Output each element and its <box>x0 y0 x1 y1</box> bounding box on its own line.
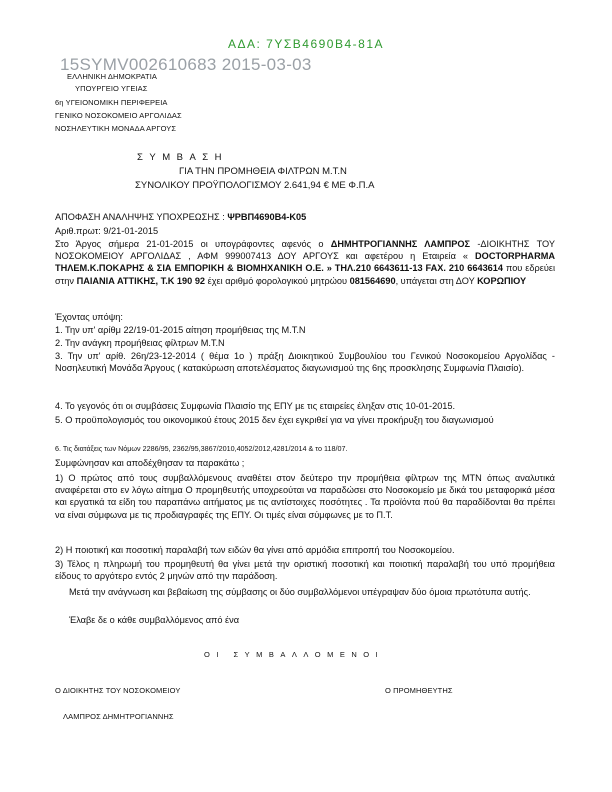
director-name: ΔΗΜΗΤΡΟΓΙΑΝΝΗΣ ΛΑΜΠΡΟΣ <box>330 239 471 249</box>
considering-item-5: 5. Ο προϋπολογισμός του οικονομικού έτους 2015 δεν έχει εγκριθεί για να γίνει προκήρυξη του διαγωνισμού <box>55 415 494 425</box>
intro-text: -ΔΙΟΙΚΗΤΗΣ ΤΟΥ ΝΟΣΟΚΟΜΕΙΟΥ ΑΡΓΟΛΙΔΑΣ , ΑΦΜ 999007413 ΔΟΥ ΑΡΓΟΥΣ και αφετέρου η Εταιρεία « <box>55 239 555 262</box>
contract-parties-paragraph <box>55 238 555 287</box>
supplier-company: DOCTORPHARMA ΤΗΛΕΜ.Κ.ΠΟΚΑΡΗΣ & ΣΙΑ ΕΜΠΟΡΙΚΗ & ΒΙΟΜΗΧΑΝΙΚΗ Ο.Ε. » ΤΗΛ.210 6643611-13 FAX. 210 6643614 <box>55 251 555 274</box>
intro-text: Στο Άργος σήμερα 21-01-2015 οι υπογράφοντες αφενός ο <box>55 239 331 249</box>
header-hospital: ΓΕΝΙΚΟ ΝΟΣΟΚΟΜΕΙΟ ΑΡΓΟΛΙΔΑΣ <box>55 111 182 120</box>
signature-director-title: Ο ΔΙΟΙΚΗΤΗΣ ΤΟΥ ΝΟΣΟΚΟΜΕΙΟΥ <box>55 686 181 695</box>
header-nursing-unit: ΝΟΣΗΛΕΥΤΙΚΗ ΜΟΝΑΔΑ ΑΡΓΟΥΣ <box>55 124 177 133</box>
contract-term-3: 3) Τέλος η πληρωμή του προμηθευτή θα γίνει μετά την οριστική ποσοτική και ποιοτική παραλαβή του υπό προμήθεια είδους το αργότερο εντός 2 μηνών από την παράδοση. <box>55 559 555 582</box>
commitment-decision-label: ΑΠΟΦΑΣΗ ΑΝΑΛΗΨΗΣ ΥΠΟΧΡΕΩΣΗΣ : <box>55 212 228 222</box>
contract-budget: ΣΥΝΟΛΙΚΟΥ ΠΡΟΫΠΟΛΟΓΙΣΜΟΥ 2.641,94 € ΜΕ Φ.Π.Α <box>135 180 375 191</box>
contract-subject: ΓΙΑ ΤΗΝ ΠΡΟΜΗΘΕΙΑ ΦΙΛΤΡΩΝ Μ.Τ.Ν <box>179 166 347 177</box>
ada-code: ΑΔΑ: 7ΥΣΒ4690Β4-81Α <box>227 37 384 51</box>
header-republic: ΕΛΛΗΝΙΚΗ ΔΗΜΟΚΡΑΤΙΑ <box>67 72 157 81</box>
contract-copies: Έλαβε δε ο κάθε συμβαλλόμενος από ένα <box>69 615 240 625</box>
considering-item-2: 2. Την ανάγκη προμήθειας φίλτρων Μ.Τ.Ν <box>55 338 225 348</box>
protocol-number: Αριθ.πρωτ: 9/21-01-2015 <box>55 226 159 236</box>
contract-term-2: 2) Η ποιοτική και ποσοτική παραλαβή των ειδών θα γίνει από αρμόδια επιτροπή του Νοσοκομείου. <box>55 545 455 555</box>
agreement-heading: Συμφώνησαν και αποδέχθησαν τα παρακάτω ; <box>55 458 245 468</box>
header-health-region: 6η ΥΓΕΙΟΝΟΜΙΚΗ ΠΕΡΙΦΕΡΕΙΑ <box>55 98 168 107</box>
supplier-tax-office: ΚΟΡΩΠΙΟΥ <box>477 275 527 286</box>
considering-item-6: 6. Τις διατάξεις των Νόμων 2286/95, 2362/95,3867/2010,4052/2012,4281/2014 & το 118/07. <box>55 444 348 453</box>
considering-item-1: 1. Την υπ' αρίθμ 22/19-01-2015 αίτηση προμήθειας της Μ.Τ.Ν <box>55 325 306 335</box>
contract-term-1: 1) Ο πρώτος από τους συμβαλλόμενους αναθέτει στον δεύτερο την προμήθεια φίλτρων της ΜΤΝ όπως αναλυτικά αναφέρεται στο εν λόγω αίτημα Ο προμηθευτής υποχρεούται να παραδώσει στο Νοσοκομείο με δικά του μεταφορικά μέσα και εργατικά τα είδη του παραπάνω αιτήματος με τις αντίστοιχες ποσότητες . Τα προϊόντα πού θα παραδίδονται θα πρέπει να είναι σύμφωνα με τις προδιαγραφές της ΕΠΥ. Οι τιμές είναι σύμφωνες με το Π.Τ. <box>55 473 555 520</box>
intro-text: , υπάγεται στη ΔΟΥ <box>395 275 478 286</box>
contract-title: ΣΥΜΒΑΣΗ <box>137 152 229 163</box>
signature-director-name: ΛΑΜΠΡΟΣ ΔΗΜΗΤΡΟΓΙΑΝΝΗΣ <box>63 712 174 721</box>
supplier-tax-id: 081564690 <box>349 275 396 286</box>
signatures-heading: ΟΙ ΣΥΜΒΑΛΛΟΜΕΝΟΙ <box>204 650 385 659</box>
commitment-decision <box>55 211 555 223</box>
signature-supplier-title: Ο ΠΡΟΜΗΘΕΥΤΗΣ <box>385 686 453 695</box>
considering-heading: Έχοντας υπόψη: <box>55 312 123 322</box>
considering-item-4: 4. Το γεγονός ότι οι συμβάσεις Συμφωνία Πλαισίο της ΕΠΥ με τις εταιρείες έληξαν στις 10-01-2015. <box>55 401 456 411</box>
supplier-address: ΠΑΙΑΝΙΑ ΑΤΤΙΚΗΣ, Τ.Κ 190 92 <box>76 275 206 286</box>
commitment-decision-code: ΨΡΒΠ4690Β4-Κ05 <box>227 212 307 222</box>
document-registry-watermark: 15SYMV002610683 2015-03-03 <box>60 55 312 74</box>
contract-closing: Μετά την ανάγνωση και βεβαίωση της σύμβασης οι δύο συμβαλλόμενοι υπέγραψαν δύο όμοια πρωτότυπα αυτής. <box>69 587 531 597</box>
intro-text: έχει αριθμό φορολογικού μητρώου <box>205 275 350 286</box>
header-ministry: ΥΠΟΥΡΓΕΙΟ ΥΓΕΙΑΣ <box>75 84 148 93</box>
intro-text: που εδρεύει στην <box>55 263 555 286</box>
considering-item-3: 3. Την υπ' αρίθ. 26η/23-12-2014 ( θέμα 1ο ) πράξη Διοικητικού Συμβουλίου του Γενικού Νοσοκομείου Αργολίδας - Νοσηλευτική Μονάδα Άργους ( κατακύρωση αποτελέσματος διαγωνισμού της 6ης προσκλησης Συμφωνία Πλαισίο). <box>55 351 555 374</box>
